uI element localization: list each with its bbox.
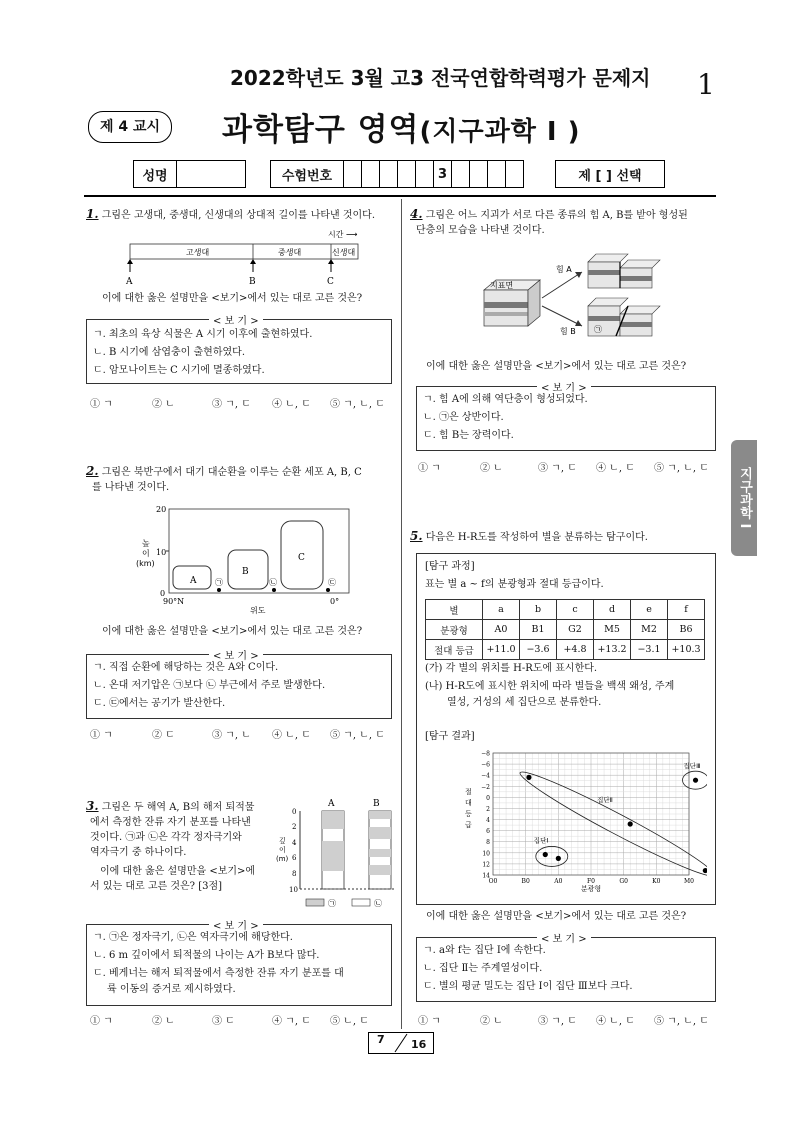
svg-text:이: 이 [279, 846, 286, 854]
q4-force-b: 힘 B [560, 327, 576, 336]
q5-bogi-box [416, 934, 716, 1002]
q5-stem [410, 528, 720, 546]
q4-bogi-title: < 보 기 > [537, 379, 591, 394]
q4-choices [418, 459, 722, 474]
q3-choice-4[interactable]: ④ ㄱ, ㄷ [272, 1016, 311, 1027]
q3-choices [90, 1012, 400, 1027]
page-total: 16 [411, 1038, 427, 1051]
hr-ytick: −6 [481, 761, 490, 769]
hr-xtick: G0 [619, 878, 628, 885]
q2-xtick-90n: 90°N [163, 597, 185, 606]
q2-dot [326, 588, 330, 592]
q4-bogi-1: ㄱ. 힘 A에 의해 역단층이 형성되었다. [423, 394, 588, 405]
hr-ylabel: 등 [465, 810, 472, 818]
q3-prompt-2: 서 있는 대로 고른 것은? [3점] [90, 881, 223, 892]
q5-inquiry-box [416, 553, 716, 905]
hr-xtick: F0 [587, 878, 595, 885]
q5-choice-4[interactable]: ④ ㄴ, ㄷ [596, 1016, 635, 1027]
hr-ytick: 10 [482, 850, 490, 858]
q3-magnetic-figure [276, 797, 398, 913]
q2-number: 2. [86, 464, 99, 478]
q2-choices [90, 726, 400, 741]
q1-point-b: B [249, 277, 256, 287]
table-row: 별 a b c d e f [426, 600, 705, 620]
svg-text:8: 8 [292, 870, 297, 878]
q3-bogi-3b: 륙 이동의 증거로 제시하였다. [107, 984, 236, 995]
q1-time-label: 시간 ⟶ [328, 230, 358, 239]
hr-point [628, 821, 633, 826]
hr-ylabel: 절 [465, 788, 472, 796]
q3-bogi-1: ㄱ. ㉠은 정자극기, ㉡은 역자극기에 해당한다. [93, 932, 293, 943]
q5-step-1: (가) 각 별의 위치를 H-R도에 표시한다. [425, 663, 598, 674]
svg-text:(m): (m) [276, 855, 289, 863]
q5-choice-2[interactable]: ② ㄴ [480, 1016, 503, 1027]
q5-choice-5[interactable]: ⑤ ㄱ, ㄴ, ㄷ [654, 1016, 709, 1027]
q4-choice-2[interactable]: ② ㄴ [480, 463, 503, 474]
q3-legend-2: ㉡ [374, 899, 382, 908]
subject-title [222, 104, 580, 149]
exam-no-cell[interactable] [380, 161, 398, 188]
q5-result-title: [탐구 결과] [425, 731, 475, 742]
q3-bogi-title: < 보 기 > [209, 917, 263, 932]
hr-ytick: −8 [481, 750, 490, 758]
exam-no-label: 수험번호 [271, 161, 344, 188]
q1-bogi-2: ㄴ. B 시기에 삼엽충이 출현하였다. [93, 347, 246, 358]
svg-text:깊: 깊 [279, 837, 286, 845]
q1-choice-4[interactable]: ④ ㄴ, ㄷ [272, 399, 311, 410]
exam-no-cell[interactable] [416, 161, 434, 188]
q4-choice-5[interactable]: ⑤ ㄱ, ㄴ, ㄷ [654, 463, 709, 474]
q1-choice-3[interactable]: ③ ㄱ, ㄷ [212, 399, 251, 410]
q3-legend-white [352, 899, 370, 906]
exam-no-row [270, 160, 524, 188]
q3-bogi-box [86, 921, 392, 1006]
q2-circulation-figure [132, 500, 358, 618]
q5-prompt: 이에 대한 옳은 설명만을 <보기>에서 있는 대로 고른 것은? [426, 911, 687, 922]
q3-choice-5[interactable]: ⑤ ㄴ, ㄷ [330, 1016, 369, 1027]
q2-cell-a-label: A [190, 576, 197, 586]
q5-bogi-2: ㄴ. 집단 Ⅱ는 주계열성이다. [423, 963, 543, 974]
period-label: 제 4 교시 [99, 119, 161, 135]
q4-text-2: 단층의 모습을 나타낸 것이다. [416, 224, 545, 236]
q5-hr-diagram [457, 747, 707, 901]
q2-prompt: 이에 대한 옳은 설명만을 <보기>에서 있는 대로 고른 것은? [102, 626, 363, 637]
q2-cell-c-label: C [298, 553, 305, 563]
side-tab [731, 440, 757, 556]
hr-ytick: −4 [481, 772, 490, 780]
svg-text:2: 2 [292, 823, 297, 831]
q5-choice-1[interactable]: ① ㄱ [418, 1016, 441, 1027]
q1-choices [90, 395, 400, 410]
hr-xtick: B0 [521, 878, 530, 885]
q2-choice-3[interactable]: ③ ㄱ, ㄴ [212, 730, 251, 741]
hr-ytick: 8 [486, 839, 490, 847]
subject-sub: (지구과학 I ) [419, 117, 581, 147]
hr-group-3-label: 집단Ⅲ [683, 762, 701, 771]
q1-bogi-1: ㄱ. 최초의 육상 식물은 A 시기 이후에 출현하였다. [93, 329, 313, 340]
q2-dot [272, 588, 276, 592]
q2-stem [86, 463, 396, 495]
exam-no-cell[interactable] [398, 161, 416, 188]
q2-bogi-title: < 보 기 > [209, 647, 263, 662]
q2-marker-1: ㉠ [215, 578, 223, 587]
q5-number: 5. [410, 529, 423, 543]
hr-ylabel: 급 [465, 821, 472, 829]
q5-step-2b: 열성, 거성의 세 집단으로 분류한다. [447, 697, 602, 708]
q1-era-cenozoic: 신생대 [332, 248, 356, 257]
svg-text:0: 0 [292, 808, 297, 816]
hr-point [543, 852, 548, 857]
hr-ylabel: 대 [465, 799, 472, 807]
hr-point [556, 856, 561, 861]
q5-process-title: [탐구 과정] [425, 561, 475, 572]
q1-choice-5[interactable]: ⑤ ㄱ, ㄴ, ㄷ [330, 399, 385, 410]
q4-surface-label: 지표면 [490, 281, 514, 290]
q3-bogi-2: ㄴ. 6 m 깊이에서 퇴적물의 나이는 A가 B보다 많다. [93, 950, 320, 961]
q1-prompt: 이에 대한 옳은 설명만을 <보기>에서 있는 대로 고른 것은? [102, 293, 363, 304]
hr-ytick: 6 [486, 828, 490, 836]
q3-legend-gray [306, 899, 324, 906]
name-field[interactable] [177, 161, 246, 188]
q2-choice-5[interactable]: ⑤ ㄱ, ㄴ, ㄷ [330, 730, 385, 741]
hr-xtick: K0 [652, 878, 661, 885]
q2-dot [217, 588, 221, 592]
q2-ytick-0: 0 [160, 589, 166, 598]
q4-bogi-2: ㄴ. ㉠은 상반이다. [423, 412, 504, 423]
exam-no-digit: 3 [434, 161, 452, 188]
q3-choice-3[interactable]: ③ ㄷ [212, 1016, 235, 1027]
column-divider [401, 199, 402, 1029]
q2-ylabel-3: (km) [136, 559, 155, 568]
subject-main: 과학탐구 영역 [222, 112, 420, 148]
q5-step-2: (나) H-R도에 표시한 위치에 따라 별들을 백색 왜성, 주계 [425, 681, 675, 692]
q2-ylabel-1: 높 [142, 539, 150, 548]
hr-ytick: −2 [481, 783, 490, 791]
q1-point-c: C [327, 277, 334, 287]
q5-process-intro: 표는 별 a ~ f의 분광형과 절대 등급이다. [425, 579, 604, 590]
q5-bogi-1: ㄱ. a와 f는 집단 Ⅰ에 속한다. [423, 945, 546, 956]
q5-bogi-title: < 보 기 > [537, 930, 591, 945]
q2-xlabel: 위도 [250, 606, 266, 615]
q2-choice-2[interactable]: ② ㄷ [152, 730, 175, 741]
q3-text-2: 에서 측정한 잔류 자기 분포를 나타낸 [90, 817, 251, 828]
q2-bogi-3: ㄷ. ㉢에서는 공기가 발산한다. [93, 698, 226, 709]
q3-choice-2[interactable]: ② ㄴ [152, 1016, 175, 1027]
q2-marker-3: ㉢ [328, 578, 336, 587]
q1-text: 그림은 고생대, 중생대, 신생대의 상대적 길이를 나타낸 것이다. [101, 210, 376, 221]
q3-col-b: B [373, 799, 380, 809]
q4-fault-b [588, 298, 660, 336]
exam-no-cell[interactable] [488, 161, 506, 188]
choice-label[interactable]: 제 [ ] 선택 [556, 161, 665, 188]
table-row: 분광형 A0 B1 G2 M5 M2 B6 [426, 620, 705, 640]
hr-ytick: 2 [486, 805, 490, 813]
q4-choice-1[interactable]: ① ㄱ [418, 463, 441, 474]
q1-arrow-c [328, 259, 334, 272]
page-indicator [368, 1032, 434, 1054]
choice-row [555, 160, 665, 188]
q2-cell-b-label: B [242, 567, 249, 577]
q1-choice-1[interactable]: ① ㄱ [90, 399, 113, 410]
hr-ytick: 0 [486, 794, 490, 802]
q4-force-a: 힘 A [556, 265, 572, 274]
q1-arrow-b [250, 259, 256, 272]
q1-bogi-box [86, 316, 392, 384]
q2-ylabel-2: 이 [142, 549, 150, 558]
q3-choice-1[interactable]: ① ㄱ [90, 1016, 113, 1027]
hr-group-2 [515, 764, 707, 884]
q4-fault-a [588, 254, 660, 288]
q1-bogi-3: ㄷ. 암모나이트는 C 시기에 멸종하였다. [93, 365, 265, 376]
q5-star-table [425, 599, 705, 660]
hr-point [526, 775, 531, 780]
exam-no-cell[interactable] [470, 161, 488, 188]
q2-text-2: 를 나타낸 것이다. [92, 481, 170, 493]
hr-xtick: A0 [554, 878, 563, 885]
q4-bogi-3: ㄷ. 힘 B는 장력이다. [423, 430, 514, 441]
hr-ytick: 14 [482, 872, 490, 880]
hr-group-2-label: 집단Ⅱ [597, 795, 613, 804]
q4-choice-4[interactable]: ④ ㄴ, ㄷ [596, 463, 635, 474]
q2-bogi-2: ㄴ. 온대 저기압은 ㉠보다 ㉡ 부근에서 주로 발생한다. [93, 680, 326, 691]
name-label: 성명 [134, 161, 177, 188]
q3-text-3: 것이다. ㉠과 ㉡은 각각 정자극기와 [90, 832, 242, 843]
q3-legend-1: ㉠ [328, 899, 336, 908]
q2-choice-4[interactable]: ④ ㄴ, ㄷ [272, 730, 311, 741]
q1-arrow-a [127, 259, 133, 272]
exam-no-cell[interactable] [362, 161, 380, 188]
q4-stem [410, 206, 720, 238]
q1-number: 1. [86, 207, 99, 221]
header-rule [84, 195, 716, 197]
page-number: 1 [697, 68, 715, 101]
q2-text-1: 그림은 북반구에서 대기 대순환을 이루는 순환 세포 A, B, C [101, 467, 362, 478]
q1-bogi-title: < 보 기 > [209, 312, 263, 327]
q4-fault-figure [470, 248, 670, 350]
q2-xtick-0: 0° [330, 597, 340, 606]
q1-stem [86, 206, 396, 224]
side-tab-label: 지구과학 I [737, 467, 752, 529]
exam-no-cell[interactable] [452, 161, 470, 188]
q3-bogi-3: ㄷ. 베게너는 해저 퇴적물에서 측정한 잔류 자기 분포를 대 [93, 968, 344, 979]
q1-point-a: A [126, 277, 133, 287]
q2-marker-2: ㉡ [269, 578, 277, 587]
q2-ytick-20: 20 [156, 505, 167, 514]
hr-group-1-label: 집단Ⅰ [533, 836, 549, 845]
exam-title: 2022학년도 3월 고3 전국연합학력평가 문제지 [230, 66, 651, 90]
period-badge [88, 111, 172, 143]
page-current: 7 [377, 1033, 385, 1046]
q4-prompt: 이에 대한 옳은 설명만을 <보기>에서 있는 대로 고른 것은? [426, 361, 687, 372]
q1-era-bar [130, 244, 358, 259]
svg-text:4: 4 [292, 839, 297, 847]
hr-ytick: 12 [482, 861, 490, 869]
q1-timeline-figure [118, 226, 368, 288]
identity-row [133, 160, 246, 188]
q1-era-mesozoic: 중생대 [278, 248, 302, 257]
hr-point [703, 868, 707, 873]
q3-col-a: A [328, 799, 335, 809]
exam-no-cell[interactable] [506, 161, 524, 188]
hr-xlabel: 분광형 [580, 885, 602, 893]
q1-choice-2[interactable]: ② ㄴ [152, 399, 175, 410]
q4-text-1: 그림은 어느 지괴가 서로 다른 종류의 힘 A, B를 받아 형성된 [425, 210, 688, 221]
q5-text: 다음은 H-R도를 작성하여 별을 분류하는 탐구이다. [425, 532, 648, 543]
q3-number: 3. [86, 799, 99, 813]
q2-ytick-10: 10 [156, 548, 167, 557]
q3-prompt-1: 이에 대한 옳은 설명만을 <보기>에 [100, 866, 256, 877]
q4-number: 4. [410, 207, 423, 221]
hr-xtick: M0 [684, 878, 694, 885]
exam-no-cell[interactable] [344, 161, 362, 188]
q4-bogi-box [416, 383, 716, 451]
q3-text-4: 역자극기 중 하나이다. [90, 847, 187, 858]
q5-choices [418, 1012, 722, 1027]
q5-bogi-3: ㄷ. 별의 평균 밀도는 집단 Ⅰ이 집단 Ⅲ보다 크다. [423, 981, 633, 992]
q2-choice-1[interactable]: ① ㄱ [90, 730, 113, 741]
hr-xtick: O0 [488, 878, 498, 885]
q3-text-1: 그림은 두 해역 A, B의 해저 퇴적물 [101, 802, 255, 813]
hr-ytick: 4 [486, 817, 490, 825]
q3-stem [86, 797, 286, 894]
q5-choice-3[interactable]: ③ ㄱ, ㄷ [538, 1016, 577, 1027]
q4-marker: ㉠ [594, 325, 602, 334]
hr-point [693, 778, 698, 783]
q1-era-paleozoic: 고생대 [186, 248, 210, 257]
svg-text:10: 10 [289, 886, 298, 894]
q2-bogi-1: ㄱ. 직접 순환에 해당하는 것은 A와 C이다. [93, 662, 279, 673]
svg-text:6: 6 [292, 854, 297, 862]
q4-choice-3[interactable]: ③ ㄱ, ㄷ [538, 463, 577, 474]
table-row: 절대 등급 +11.0 −3.6 +4.8 +13.2 −3.1 +10.3 [426, 640, 705, 660]
q2-bogi-box [86, 651, 392, 719]
